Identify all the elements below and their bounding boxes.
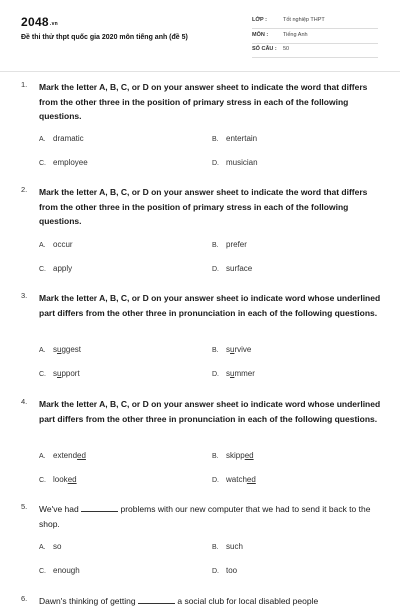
- underlined-part: ed: [244, 451, 254, 460]
- meta-value: 50: [283, 46, 290, 52]
- question-number: 5.: [21, 502, 28, 511]
- meta-row-class: [252, 14, 378, 29]
- option-d[interactable]: D. musician: [212, 158, 258, 167]
- meta-row-question-count: [252, 43, 378, 58]
- answer-blank: [81, 504, 118, 512]
- document-header: [0, 0, 400, 70]
- logo-suffix: .vn: [49, 21, 59, 27]
- question-text: Mark the letter A, B, C, or D on your answer sheet to indicate the word that differs from the other three in the position of primary stress in each of the following questions.: [39, 82, 368, 121]
- meta-label: MÔN :: [252, 32, 269, 38]
- option-c[interactable]: C. enough: [39, 566, 80, 575]
- option-a[interactable]: A. dramatic: [39, 134, 84, 143]
- question-number: 1.: [21, 80, 28, 89]
- underlined-part: ed: [77, 451, 86, 460]
- underlined-part: u: [57, 369, 62, 378]
- option-b[interactable]: B. prefer: [212, 240, 247, 249]
- underlined-part: u: [57, 345, 62, 354]
- option-a[interactable]: A. suggest: [39, 345, 82, 354]
- question-text: Mark the letter A, B, C, or D on your answer sheet io indicate word whose underlined part differs from the other three in pronunciation in each of the following questions.: [39, 399, 381, 424]
- site-logo[interactable]: [21, 15, 58, 29]
- question-text: Mark the letter A, B, C, or D on your answer sheet io indicate word whose underlined part differs from the other three in pronunciation in each of the following questions.: [39, 293, 381, 318]
- logo-text: 2048: [21, 15, 49, 29]
- question-text: Dawn's thinking of getting a social club for local disabled people: [39, 596, 319, 606]
- underlined-part: u: [230, 369, 235, 378]
- underlined-part: u: [230, 345, 235, 354]
- option-a[interactable]: A. extended: [39, 451, 86, 460]
- option-c[interactable]: C. support: [39, 369, 80, 378]
- option-a[interactable]: A. occur: [39, 240, 73, 249]
- question-text: Mark the letter A, B, C, or D on your answer sheet to indicate the word that differs from the other three in the position of primary stress in each of the following questions.: [39, 187, 368, 226]
- question-number: 2.: [21, 185, 28, 194]
- header-divider: [0, 71, 400, 72]
- option-c[interactable]: C. apply: [39, 264, 73, 273]
- option-b[interactable]: B. survive: [212, 345, 252, 354]
- question-text: We've had problems with our new computer that we had to send it back to the shop.: [39, 504, 371, 529]
- option-d[interactable]: D. summer: [212, 369, 255, 378]
- meta-value: Tốt nghiệp THPT: [283, 17, 325, 23]
- underlined-part: ed: [246, 475, 256, 484]
- option-d[interactable]: D. too: [212, 566, 238, 575]
- option-d[interactable]: D. surface: [212, 264, 253, 273]
- meta-label: LỚP :: [252, 17, 267, 23]
- document-title: Đề thi thử thpt quốc gia 2020 môn tiếng anh (đề 5): [21, 34, 188, 41]
- option-a[interactable]: A. so: [39, 542, 62, 551]
- option-d[interactable]: D. watched: [212, 475, 256, 484]
- underlined-part: ed: [67, 475, 77, 484]
- option-c[interactable]: C. employee: [39, 158, 88, 167]
- answer-blank: [138, 596, 175, 604]
- option-b[interactable]: B. skipped: [212, 451, 254, 460]
- option-b[interactable]: B. such: [212, 542, 243, 551]
- meta-label: SỐ CÂU :: [252, 46, 277, 52]
- question-number: 6.: [21, 594, 28, 603]
- question-number: 3.: [21, 291, 28, 300]
- meta-row-subject: [252, 29, 378, 44]
- question-number: 4.: [21, 397, 28, 406]
- option-b[interactable]: B. entertain: [212, 134, 258, 143]
- option-c[interactable]: C. looked: [39, 475, 77, 484]
- meta-value: Tiếng Anh: [283, 32, 308, 38]
